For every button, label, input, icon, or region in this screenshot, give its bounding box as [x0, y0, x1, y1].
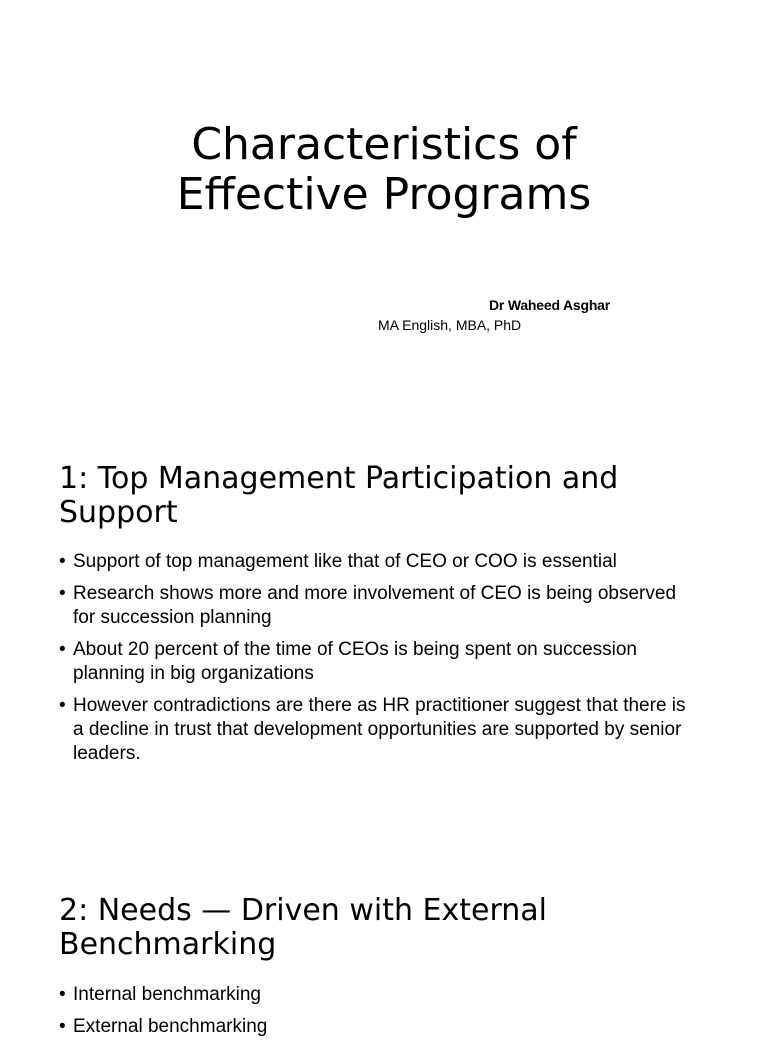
bullet-icon: • — [59, 551, 66, 572]
slide-heading: 1: Top Management Participation and Support — [59, 461, 619, 530]
author-credentials: MA English, MBA, PhD — [378, 317, 522, 333]
bullet-icon: • — [59, 639, 66, 660]
bullet-item — [59, 694, 699, 766]
bullet-item — [59, 638, 699, 686]
bullet-text: Internal benchmarking — [73, 984, 261, 1005]
title-slide — [0, 0, 768, 432]
bullet-icon: • — [59, 984, 66, 1005]
bullet-list — [59, 550, 699, 774]
bullet-text: Support of top management like that of CEO or COO is essential — [73, 551, 617, 572]
bullet-icon: • — [59, 1016, 66, 1037]
bullet-icon: • — [59, 583, 66, 604]
bullet-text: External benchmarking — [73, 1016, 268, 1037]
bullet-item — [59, 550, 699, 574]
slide-heading: 2: Needs — Driven with External Benchmarking — [59, 893, 548, 962]
bullet-text: Research shows more and more involvement of CEO is being observed for succession planning — [73, 583, 677, 628]
bullet-icon: • — [59, 695, 66, 716]
title-line-1: Characteristics of — [191, 119, 577, 170]
presentation-title — [0, 120, 768, 220]
title-line-2: Effective Programs — [176, 169, 592, 220]
slide-top-management — [0, 432, 768, 864]
bullet-item — [59, 983, 699, 1007]
bullet-item — [59, 1015, 699, 1039]
bullet-text: However contradictions are there as HR practitioner suggest that there is a decline in trust that development opportunities are supported by senior leaders. — [73, 695, 686, 764]
bullet-list — [59, 983, 699, 1047]
author-name: Dr Waheed Asghar — [489, 297, 611, 313]
slide-needs-driven — [0, 864, 768, 1037]
bullet-text: About 20 percent of the time of CEOs is being spent on succession planning in big organizations — [73, 639, 637, 684]
bullet-item — [59, 582, 699, 630]
